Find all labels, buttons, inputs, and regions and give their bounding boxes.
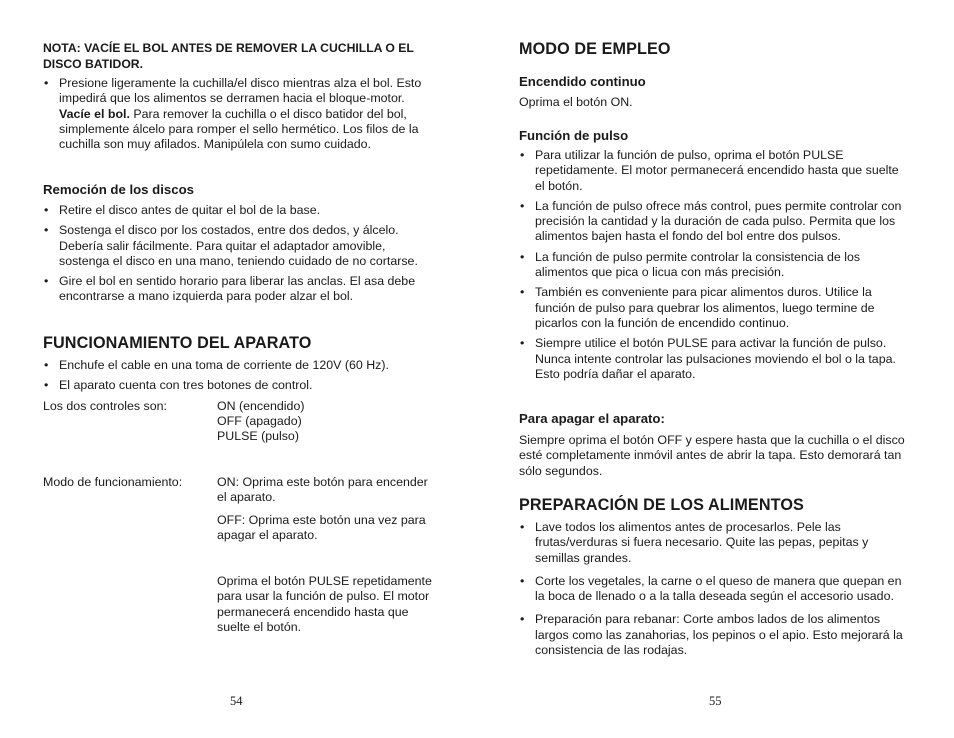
list-item: • Gire el bol en sentido horario para liberar las anclas. El asa debe encontrarse a mano izquierda para poder alzar el bol. xyxy=(43,274,435,305)
remocion-list xyxy=(43,203,435,310)
list-item: • Corte los vegetales, la carne o el queso de manera que quepan en la boca de llenado o a la talla deseada según el accesorio usado. xyxy=(519,574,911,605)
list-item: • Preparación para rebanar: Corte ambos lados de los alimentos largos como las zanahorias, los pepinos o el apio. Esto mejorará la consistencia de las rodajas. xyxy=(519,612,911,658)
list-item: • También es conveniente para picar alimentos duros. Utilice la función de pulso para quebrar los alimentos, luego termine de picarlos con la función de encendido continuo. xyxy=(519,285,911,331)
intro-text-b: Para remover la cuchilla o el disco batidor del bol, simplemente álcelo para romper el sello hermético. Los filos de la cuchilla son muy afilados. Manipúlela con sumo cuidado. xyxy=(59,106,419,152)
pulso-heading: Función de pulso xyxy=(519,128,629,143)
intro-list xyxy=(43,76,435,157)
control-off: OFF (apagado) xyxy=(217,414,302,428)
apagar-text: Siempre oprima el botón OFF y espere hasta que la cuchilla o el disco esté completamente inmóvil antes de abrir la tapa. Esto demorará tan sólo segundos. xyxy=(519,433,905,478)
modo-off-text: OFF: Oprima este botón una vez para apagar el aparato. xyxy=(217,513,426,543)
list-item: • Retire el disco antes de quitar el bol de la base. xyxy=(43,203,435,218)
list-item: • La función de pulso permite controlar la consistencia de los alimentos que pica o licua con más precisión. xyxy=(519,250,911,281)
funcionamiento-list xyxy=(43,358,435,399)
list-item: • Siempre utilice el botón PULSE para activar la función de pulso. Nunca intente controlar las pulsaciones moviendo el bol o la tapa. Esto podría dañar el aparato. xyxy=(519,336,911,382)
modo-on-text: ON: Oprima este botón para encender el aparato. xyxy=(217,475,428,505)
intro-text-bold: Vacíe el bol. xyxy=(59,106,130,121)
modo-label: Modo de funcionamiento: xyxy=(43,475,183,489)
control-pulse: PULSE (pulso) xyxy=(217,429,299,443)
list-item: • Lave todos los alimentos antes de procesarlos. Pele las frutas/verduras si fuera necesario. Quite las pepas, pepitas y semillas grandes. xyxy=(519,520,911,566)
page-number: 54 xyxy=(230,694,243,708)
remocion-heading: Remoción de los discos xyxy=(43,182,194,197)
modo-pulse-text: Oprima el botón PULSE repetidamente para usar la función de pulso. El motor permanecerá encendido hasta que suelte el botón. xyxy=(217,574,432,634)
list-item: • La función de pulso ofrece más control, pues permite controlar con precisión la cantidad y la duración de cada pulso. Permita que los alimentos bajen hasta el fondo del bol entre dos pulsos. xyxy=(519,199,911,245)
preparacion-list xyxy=(519,520,911,663)
encendido-text: Oprima el botón ON. xyxy=(519,95,633,109)
list-item: • Para utilizar la función de pulso, oprima el botón PULSE repetidamente. El motor permanecerá encendido hasta que suelte el botón. xyxy=(519,148,911,194)
right-page xyxy=(519,0,911,738)
warning-note: NOTA: VACÍE EL BOL ANTES DE REMOVER LA CUCHILLA O EL DISCO BATIDOR. xyxy=(43,41,414,71)
page-number: 55 xyxy=(709,694,722,708)
intro-bullet xyxy=(43,76,435,152)
preparacion-heading: PREPARACIÓN DE LOS ALIMENTOS xyxy=(519,496,804,514)
apagar-heading: Para apagar el aparato: xyxy=(519,411,665,426)
list-item: • El aparato cuenta con tres botones de control. xyxy=(43,378,435,393)
modo-empleo-heading: MODO DE EMPLEO xyxy=(519,40,671,58)
controles-label: Los dos controles son: xyxy=(43,399,167,413)
control-on: ON (encendido) xyxy=(217,399,305,413)
encendido-heading: Encendido continuo xyxy=(519,74,646,89)
funcionamiento-heading: FUNCIONAMIENTO DEL APARATO xyxy=(43,334,312,352)
left-page xyxy=(43,0,435,738)
list-item: • Enchufe el cable en una toma de corriente de 120V (60 Hz). xyxy=(43,358,435,373)
list-item: • Sostenga el disco por los costados, entre dos dedos, y álcelo. Debería salir fácilmente. Para quitar el adaptador amovible, sostenga el disco en una mano, teniendo cuidado de no cortarse. xyxy=(43,223,435,269)
pulso-list xyxy=(519,148,911,387)
intro-text-a: Presione ligeramente la cuchilla/el disco mientras alza el bol. Esto impedirá que los alimentos se derramen hacia el bloque-motor. xyxy=(59,76,422,106)
